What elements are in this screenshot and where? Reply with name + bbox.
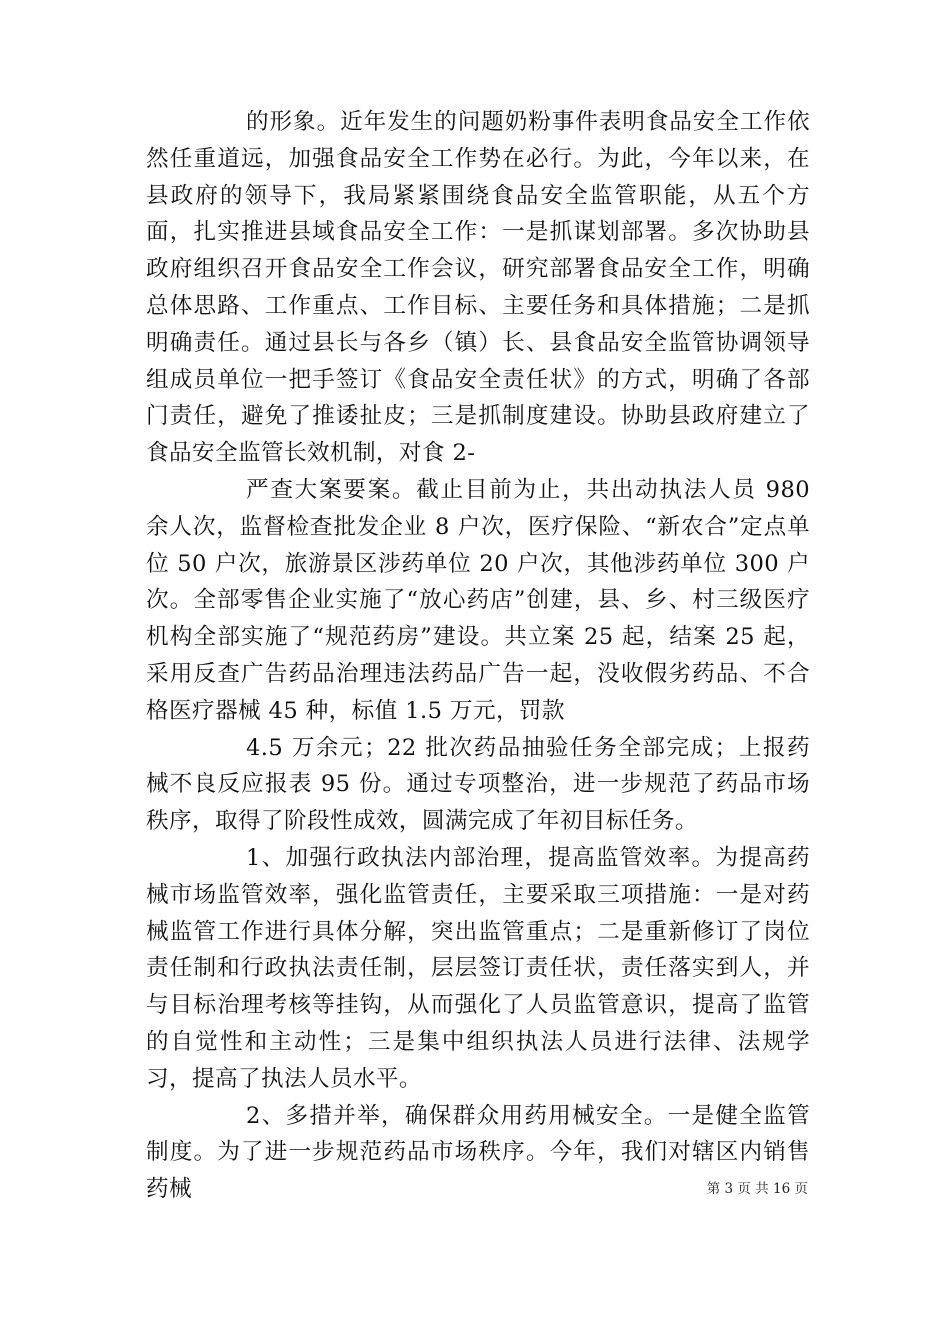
page-number-footer: 第 3 页 共 16 页 <box>706 1181 808 1197</box>
paragraph-5: 2、多措并举，确保群众用药用械安全。一是健全监管制度。为了进一步规范药品市场秩序。今年，我们对辖区内销售药械 <box>146 1102 810 1203</box>
paragraph-1: 的形象。近年发生的问题奶粉事件表明食品安全工作依然任重道远，加强食品安全工作势在必行。为此，今年以来，在县政府的领导下，我局紧紧围绕食品安全监管职能，从五个方面，扎实推进县域食品安全工作：一是抓谋划部署。多次协助县政府组织召开食品安全工作会议，研究部署食品安全工作，明确总体思路、工作重点、工作目标、主要任务和具体措施；二是抓明确责任。通过县长与各乡（镇）长、县食品安全监管协调领导组成员单位一把手签订《食品安全责任状》的方式，明确了各部门责任，避免了推诿扯皮；三是抓制度建设。协助县政府建立了食品安全监管长效机制，对食 2- <box>146 109 810 467</box>
paragraph-4: 1、加强行政执法内部治理，提高监管效率。为提高药械市场监管效率，强化监管责任，主要采取三项措施：一是对药械监管工作进行具体分解，突出监管重点；二是重新修订了岗位责任制和行政执法责任制，层层签订责任状，责任落实到人，并与目标治理考核等挂钩，从而强化了人员监管意识，提高了监管的自觉性和主动性；三是集中组织执法人员进行法律、法规学习，提高了执法人员水平。 <box>146 844 810 1092</box>
paragraph-2: 严查大案要案。截止目前为止，共出动执法人员 980 余人次，监督检查批发企业 8 户次，医疗保险、“新农合”定点单位 50 户次，旅游景区涉药单位 20 户次，其他涉药单位 300 户次。全部零售企业实施了“放心药店”创建，县、乡、村三级医疗机构全部实施了“规范药房”建设。共立案 25 起，结案 25 起，采用反查广告药品治理违法药品广告一起，没收假劣药品、不合格医疗器械 45 种，标值 1.5 万元，罚款 <box>146 476 810 724</box>
document-body <box>146 104 810 1208</box>
paragraph-3: 4.5 万余元；22 批次药品抽验任务全部完成；上报药械不良反应报表 95 份。通过专项整治，进一步规范了药品市场秩序，取得了阶段性成效，圆满完成了年初目标任务。 <box>146 734 810 835</box>
